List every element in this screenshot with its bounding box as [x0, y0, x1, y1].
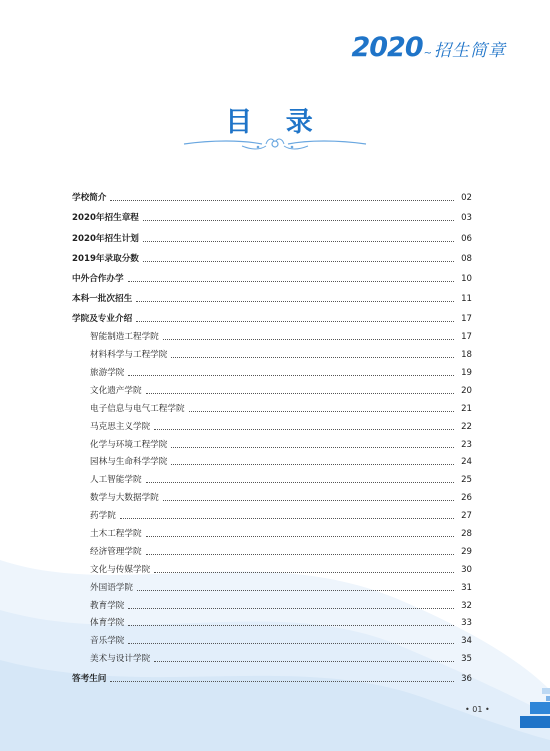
toc-entry-page: 03 [461, 213, 472, 224]
toc-entry-page: 30 [461, 564, 472, 575]
toc-entry-page: 20 [461, 385, 472, 396]
toc-entry[interactable] [72, 433, 472, 451]
toc-leader-dots [154, 660, 454, 662]
toc-entry-page: 11 [461, 294, 472, 305]
toc-entry[interactable] [72, 245, 472, 265]
toc-leader-dots [120, 517, 454, 519]
toc-entry-label: 2019年录取分数 [72, 253, 139, 264]
toc-leader-dots [128, 607, 454, 609]
toc-entry-page: 32 [461, 600, 472, 611]
toc-entry-label: 药学院 [90, 511, 116, 522]
toc-entry-label: 学院及专业介绍 [72, 314, 133, 325]
toc-leader-dots [136, 300, 454, 302]
toc-entry[interactable] [72, 379, 472, 397]
toc-entry-page: 02 [461, 193, 472, 204]
toc-entry[interactable] [72, 325, 472, 343]
toc-entry[interactable] [72, 265, 472, 285]
toc-entry-page: 28 [461, 529, 472, 539]
toc-leader-dots [137, 589, 454, 591]
toc-entry[interactable] [72, 558, 472, 576]
toc-entry-label: 化学与环境工程学院 [90, 439, 168, 450]
toc-entry[interactable] [72, 343, 472, 361]
toc-entry[interactable] [72, 204, 472, 224]
toc-entry-label: 2020年招生计划 [72, 233, 139, 244]
toc-entry-page: 21 [461, 403, 472, 414]
toc-entry-label: 人工智能学院 [90, 475, 142, 486]
toc-entry-label: 体育学院 [90, 618, 125, 629]
toc-leader-dots [189, 410, 454, 412]
toc-entry-label: 中外合作办学 [72, 273, 124, 284]
toc-entry-page: 08 [461, 253, 472, 264]
table-of-contents [72, 184, 472, 685]
toc-entry-page: 36 [461, 674, 472, 685]
toc-entry[interactable] [72, 224, 472, 244]
toc-entry-label: 旅游学院 [90, 367, 125, 378]
toc-entry[interactable] [72, 647, 472, 665]
toc-leader-dots [143, 240, 454, 242]
toc-entry-label: 教育学院 [90, 600, 125, 611]
page-number: • 01 • [465, 705, 490, 714]
toc-leader-dots [154, 571, 454, 573]
toc-entry-label: 音乐学院 [90, 636, 125, 647]
toc-leader-dots [143, 260, 454, 262]
toc-entry[interactable] [72, 468, 472, 486]
toc-leader-dots [154, 428, 454, 430]
toc-leader-dots [110, 199, 454, 201]
toc-leader-dots [146, 481, 454, 483]
toc-title: 目 录 [225, 107, 325, 138]
toc-entry-label: 材料科学与工程学院 [90, 350, 168, 361]
toc-leader-dots [128, 374, 454, 376]
toc-entry[interactable] [72, 629, 472, 647]
toc-leader-dots [171, 356, 454, 358]
toc-entry-label: 经济管理学院 [90, 546, 142, 557]
toc-entry-page: 25 [461, 475, 472, 486]
toc-entry-page: 35 [461, 654, 472, 665]
toc-entry[interactable] [72, 361, 472, 379]
toc-leader-dots [128, 642, 454, 644]
toc-entry-page: 24 [461, 457, 472, 468]
brand-text: 招生简章 [434, 41, 506, 61]
toc-entry[interactable] [72, 305, 472, 325]
toc-entry-page: 17 [461, 332, 472, 343]
toc-entry[interactable] [72, 415, 472, 433]
toc-entry[interactable] [72, 504, 472, 522]
toc-leader-dots [163, 499, 454, 501]
title-ornament-icon [182, 132, 368, 156]
toc-entry[interactable] [72, 397, 472, 415]
toc-entry[interactable] [72, 285, 472, 305]
toc-entry-page: 18 [461, 350, 472, 361]
toc-leader-dots [146, 535, 454, 537]
toc-entry-page: 31 [461, 582, 472, 593]
toc-entry-label: 答考生问 [72, 674, 107, 685]
toc-entry-page: 22 [461, 421, 472, 432]
toc-entry-page: 34 [461, 636, 472, 647]
corner-decoration [520, 688, 550, 728]
toc-entry[interactable] [72, 576, 472, 594]
toc-entry-label: 智能制造工程学院 [90, 332, 159, 343]
toc-entry[interactable] [72, 522, 472, 540]
toc-entry-label: 学校简介 [72, 193, 107, 204]
toc-entry[interactable] [72, 451, 472, 469]
toc-entry-page: 33 [461, 618, 472, 629]
toc-entry-label: 土木工程学院 [90, 529, 142, 539]
toc-leader-dots [143, 219, 454, 221]
toc-leader-dots [146, 553, 454, 555]
toc-entry-label: 2020年招生章程 [72, 213, 139, 224]
toc-entry-label: 园林与生命科学学院 [90, 457, 168, 468]
toc-leader-dots [171, 446, 454, 448]
toc-entry[interactable] [72, 612, 472, 630]
toc-leader-dots [163, 338, 454, 340]
brand-year: 2020 [351, 32, 423, 63]
toc-leader-dots [128, 280, 454, 282]
toc-entry-page: 17 [461, 314, 472, 325]
toc-entry-label: 电子信息与电气工程学院 [90, 403, 185, 414]
toc-entry-label: 文化与传媒学院 [90, 564, 151, 575]
toc-entry-label: 文化遗产学院 [90, 385, 142, 396]
toc-entry-page: 10 [461, 273, 472, 284]
toc-entry-label: 外国语学院 [90, 582, 133, 593]
toc-entry[interactable] [72, 486, 472, 504]
toc-entry-label: 本科一批次招生 [72, 294, 133, 305]
toc-entry[interactable] [72, 594, 472, 612]
toc-entry-page: 19 [461, 367, 472, 378]
toc-leader-dots [171, 463, 454, 465]
toc-entry-page: 26 [461, 493, 472, 504]
toc-entry[interactable] [72, 665, 472, 685]
toc-entry-page: 06 [461, 233, 472, 244]
toc-entry-page: 23 [461, 439, 472, 450]
brand-separator: ~ [423, 48, 432, 59]
toc-entry-page: 29 [461, 546, 472, 557]
toc-leader-dots [146, 392, 454, 394]
toc-leader-dots [128, 624, 454, 626]
toc-entry-label: 美术与设计学院 [90, 654, 151, 665]
toc-entry-page: 27 [461, 511, 472, 522]
toc-entry[interactable] [72, 184, 472, 204]
toc-leader-dots [136, 320, 454, 322]
toc-leader-dots [110, 680, 454, 682]
brand-header [351, 32, 506, 63]
toc-entry[interactable] [72, 540, 472, 558]
toc-entry-label: 马克思主义学院 [90, 421, 151, 432]
toc-entry-label: 数学与大数据学院 [90, 493, 159, 504]
